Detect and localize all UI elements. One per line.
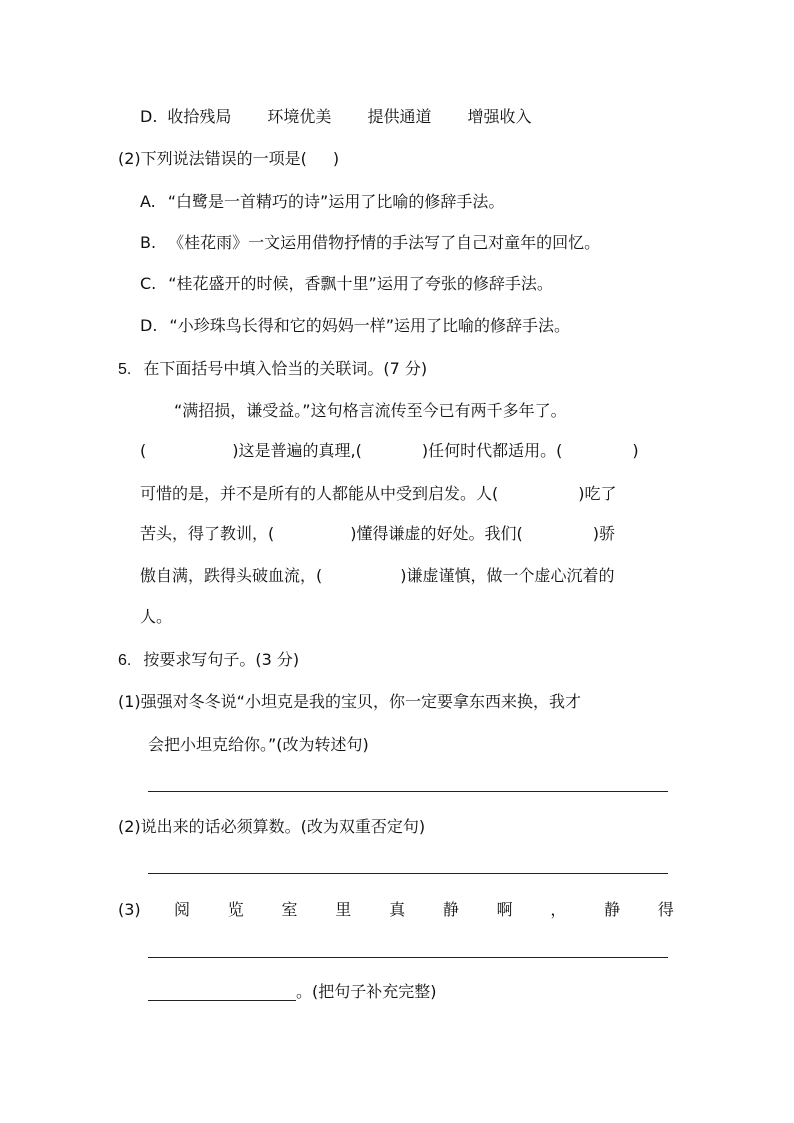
sentence-char: 得 (657, 900, 674, 919)
sentence-text: 。(把句子补充完整) (296, 982, 437, 1001)
question-title: 按要求写句子。(3 分) (143, 650, 300, 669)
passage-text: )骄 (592, 524, 615, 543)
option-letter: C. (140, 274, 157, 293)
sentence-char: 啊 (496, 900, 513, 919)
sentence-char: 览 (227, 900, 244, 919)
option-word-3: 提供通道 (367, 107, 432, 126)
option-text: 《桂花雨》一文运用借物抒情的手法写了自己对童年的回忆。 (168, 233, 601, 252)
q4-2-option-b (140, 233, 600, 253)
q5-line-5 (140, 566, 615, 586)
option-letter: A. (140, 192, 156, 211)
sentence-char: ， (550, 900, 567, 919)
passage-text: )吃了 (578, 484, 617, 503)
answer-line-3[interactable] (148, 957, 668, 958)
question-stem-end: ) (332, 149, 340, 168)
option-word-4: 增强收入 (467, 107, 532, 126)
passage-text: )任何时代都适用。( (421, 441, 563, 460)
sentence-text: (2)说出来的话必须算数。(改为双重否定句) (118, 817, 426, 836)
question-stem: (2)下列说法错误的一项是( (118, 149, 307, 168)
passage-text: “满招损，谦受益。”这句格言流传至今已有两千多年了。 (174, 401, 567, 420)
passage-text: 人。 (140, 607, 173, 626)
sentence-char: 阅 (174, 900, 191, 919)
q4-2-option-a (140, 192, 504, 212)
q5-line-1 (174, 401, 567, 421)
sentence-text: (1)强强对冬冬说“小坦克是我的宝贝，你一定要拿东西来换，我才 (118, 692, 581, 711)
sentence-char: 静 (442, 900, 459, 919)
q5-line-4 (140, 524, 615, 544)
passage-text: ( (140, 441, 147, 460)
sentence-char: 静 (604, 900, 621, 919)
passage-text: 可惜的是，并不是所有的人都能从中受到启发。人( (140, 484, 499, 503)
passage-text: )这是普遍的真理,( (232, 441, 362, 460)
q6-3-spread-text (174, 900, 674, 920)
option-text: “小珍珠鸟长得和它的妈妈一样”运用了比喻的修辞手法。 (169, 316, 570, 335)
q6-1-line-2 (148, 735, 369, 755)
sentence-char: 里 (335, 900, 352, 919)
q6-heading (118, 650, 299, 671)
sentence-label: (3) (118, 900, 141, 919)
passage-text: 傲自满，跌得头破血流，( (140, 566, 323, 585)
answer-blank[interactable] (148, 984, 296, 1001)
q5-line-3 (140, 484, 617, 504)
answer-line-2[interactable] (148, 873, 668, 874)
q5-line-6 (140, 607, 172, 627)
question-number: 6. (118, 652, 132, 669)
q6-1-line-1 (118, 692, 581, 712)
q6-3-label (118, 900, 141, 920)
question-title: 在下面括号中填入恰当的关联词。(7 分) (143, 359, 428, 378)
q5-heading (118, 359, 427, 380)
passage-text: ) (632, 441, 639, 460)
option-letter: B. (140, 233, 157, 252)
passage-text: )懂得谦虚的好处。我们( (350, 524, 523, 543)
sentence-text: 会把小坦克给你。”(改为转述句) (148, 735, 369, 754)
question-number: 5. (118, 361, 132, 378)
option-word-1: 收拾残局 (167, 107, 232, 126)
sentence-char: 室 (281, 900, 298, 919)
q5-line-2 (140, 441, 677, 461)
q4-2-option-d (140, 316, 570, 336)
passage-text: )谦虚谨慎，做一个虚心沉着的 (400, 566, 615, 585)
sentence-char: 真 (389, 900, 406, 919)
q6-2 (118, 817, 425, 837)
option-text: “桂花盛开的时候，香飘十里”运用了夸张的修辞手法。 (168, 274, 553, 293)
passage-text: 苦头，得了教训，( (140, 524, 275, 543)
q4-2-option-c (140, 274, 553, 294)
option-text: “白鹭是一首精巧的诗”运用了比喻的修辞手法。 (167, 192, 505, 211)
option-letter: D. (140, 316, 158, 335)
q4-2-stem (118, 149, 339, 169)
answer-line-1[interactable] (148, 791, 668, 792)
option-word-2: 环境优美 (267, 107, 332, 126)
q6-3-end (148, 982, 437, 1002)
q4-option-d (140, 107, 531, 127)
option-letter: D. (140, 107, 158, 126)
